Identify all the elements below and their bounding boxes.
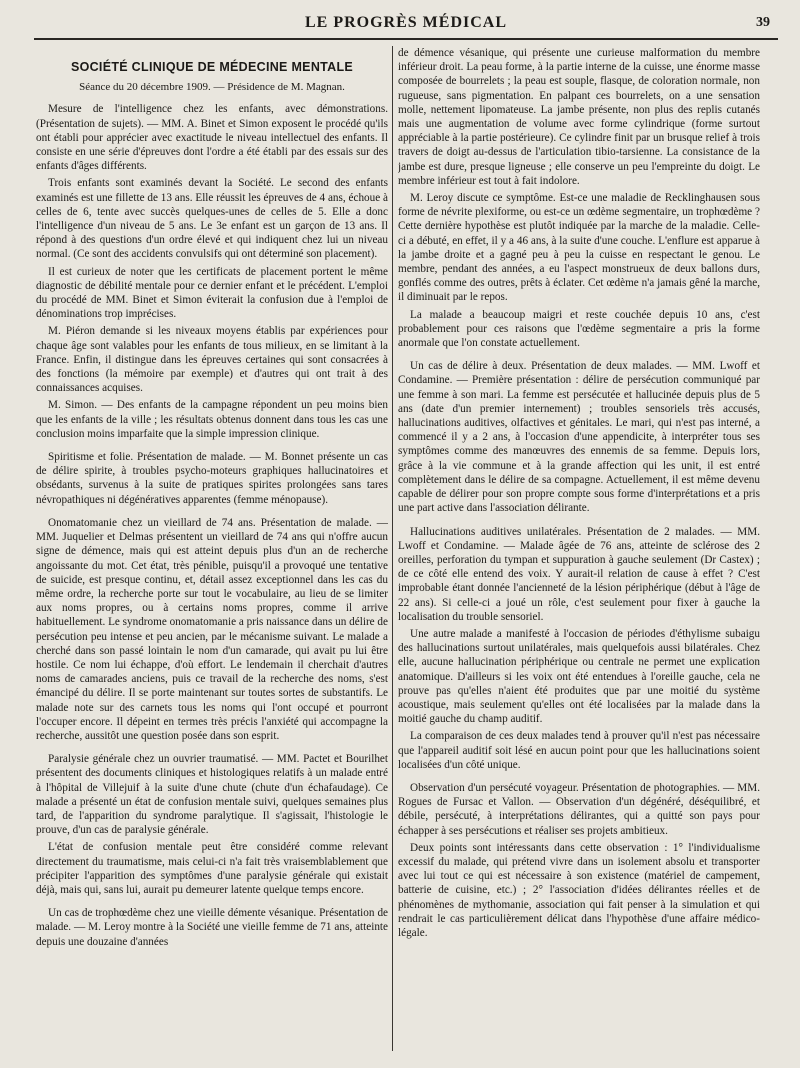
paragraph: Onomatomanie chez un vieillard de 74 ans. Présentation de malade. — MM. Juquelier et Delmas présentent un vieillard de 74 ans qui n'offre aucun signe de démence, mais qui est atteint depuis plus d'un an de recherche angoissante du mot. Cet état, très pénible, puisqu'il a provoqué une tentative de suicide, est presque continu, et, détail assez exceptionnel dans les cas du même ordre, la recherche porte sur tout le vocabulaire, au lieu de se limiter aux noms propres, ou à certains noms propres, comme il arrive habituellement. Le syndrome onomatomanie a pris naissance dans un délire de persécution peu intense et peu ancien, par le mécanisme suivant. Le malade a cherché dans son passé lointain le nom d'un camarade, qui avait pu lui être hostile. Ce nom lui échappe, d'où effort. Le lendemain il cherchait d'autres noms de camarades anciens, puis ce travail de la recherche des noms, s'est émancipé du délire. Il se porte maintenant sur toutes sortes de substantifs. Le malade note sur des carnets tous les noms qui l'ont occupé et pourront l'occuper encore. Il dépeint en termes très précis l'anxiété qui accompagne la recherche, aussitôt une question posée dans son esprit.	[36, 516, 388, 742]
paragraph: M. Simon. — Des enfants de la campagne répondent un peu moins bien que les enfants de la ville ; les résultats obtenus donnent dans tous les cas une conclusion moins imparfaite que la simple impression clinique.	[36, 399, 388, 440]
paragraph: Paralysie générale chez un ouvrier traumatisé. — MM. Pactet et Bourilhet présentent des documents cliniques et histologiques relatifs à un malade entré à l'hôpital de Villejuif à la suite d'une chute (chute d'un échafaudage). Ce malade a présenté un état de confusion mentale suivi, quelques semaines plus tard, de l'apparition du syndrome paralytique. Il s'agissait, l'histologie le prouve, d'un cas de paralysie générale.	[36, 753, 388, 837]
paragraph: La malade a beaucoup maigri et reste couchée depuis 10 ans, c'est probablement pour ces raisons que l'œdème segmentaire a pris la forme anormale que l'on constate actuellement.	[398, 308, 760, 350]
header-rule	[34, 38, 778, 40]
column-divider	[392, 46, 393, 1051]
running-head	[34, 14, 778, 36]
page-number: 39	[756, 15, 770, 30]
paragraph: Un cas de délire à deux. Présentation de deux malades. — MM. Lwoff et Condamine. — Première présentation : délire de persécution communiqué par une femme à son mari. La femme est persécutée et hallucinée depuis plus de 5 ans (date d'un premier internement) ; troubles sensoriels très accusés, hallucinations auditives, olfactives et génitales. Le mari, qui n'est pas interné, a commencé il y a 2 ans, à l'occasion d'une appendicite, à interpréter tous ses symptômes comme des manœuvres des ennemis de sa femme. Depuis lors, grâce à la vie commune et à la grande affection qui les unit, il est entré complètement dans le délire de sa compagne. Actuellement, il est même devenu capable de délirer pour son propre compte sous forme d'interprétations et a pris une part active dans l'association délirante.	[398, 360, 760, 515]
section-title: SOCIÉTÉ CLINIQUE DE MÉDECINE MENTALE	[70, 60, 354, 74]
paragraph: Spiritisme et folie. Présentation de malade. — M. Bonnet présente un cas de délire spirite, à troubles psycho-moteurs graphiques hallucinatoires et obsédants, survenus à la suite de pratiques spirites prolongées sans tares névropathiques ni dégénératives apparentes (femme ménopause).	[36, 451, 388, 506]
paragraph: Un cas de trophœdème chez une vieille démente vésanique. Présentation de malade. — M. Leroy montre à la Société une vieille femme de 71 ans, atteinte depuis une douzaine d'années	[36, 907, 388, 948]
journal-title: LE PROGRÈS MÉDICAL	[304, 14, 508, 31]
paragraph: M. Piéron demande si les niveaux moyens établis par expériences pour chaque âge sont valables pour les enfants de tous milieux, en se limitant à la France. Enfin, il distingue dans les épreuves certaines qui sont consacrées à des fonctions (la mémoire par exemple) et d'autres qui ont trait à des connaissances acquises.	[36, 325, 388, 395]
paragraph: Une autre malade a manifesté à l'occasion de périodes d'éthylisme subaigu des hallucinations surtout unilatérales, mais quelquefois aussi bilatérales. Chez elle, aucune hallucination périphérique ou centrale ne permet une explication anatomique. D'ailleurs si les voix ont été entendues à l'oreille gauche, cela ne prouve pas qu'elles n'aient été produites que par une moitié du système acoustique, mais seulement qu'elles ont été localisées par la malade dans la moitié gauche du champ auditif.	[398, 627, 760, 726]
left-column	[36, 46, 388, 1058]
paragraph: La comparaison de ces deux malades tend à prouver qu'il n'est pas nécessaire que l'appareil auditif soit lésé en aucun point pour que les hallucinations soient localisées d'un côté unique.	[398, 730, 760, 771]
paragraph: Observation d'un persécuté voyageur. Présentation de photographies. — MM. Rogues de Fursac et Vallon. — Observation d'un dégénéré, déséquilibré, et débile, persécuté, à interprétations délirantes, qui a quitté son pays pour échapper à ses persécutions et réaliser ses projets ambitieux.	[398, 781, 760, 837]
paragraph: Trois enfants sont examinés devant la Société. Le second des enfants examinés est une fillette de 13 ans. Elle réussit les épreuves de 4 ans, échoue à celles de 6, tente avec succès quelques-unes de celles de 5. Elle a donc l'intelligence d'un niveau de 5 ans. Le 3e enfant est un garçon de 13 ans. Il répond à des questions d'un ordre élevé et qui indiquent chez lui un niveau normal. (Ce sont des accidents convulsifs qui ont déterminé son placement).	[36, 177, 388, 261]
paragraph: de démence vésanique, qui présente une curieuse malformation du membre inférieur droit. La peau forme, à la partie interne de la cuisse, une énorme masse composée de bourrelets ; la peau est souple, flasque, de coloration normale, non rugueuse, sans pigmentation. En palpant ces bourrelets, on a une sensation molle, nettement lipomateuse. La jambe présente, non plus des replis cutanés mais une augmentation de volume avec forme cylindrique (forme surtout appréciable à la partie postérieure). Ce cylindre finit par un brusque relief à trois travers de doigt au-dessus de l'articulation tibio-tarsienne. La consistance de la jambe est dure, presque ligneuse ; elle conserve un peu l'empreinte du doigt. Le membre inférieur est tout à fait indolore.	[398, 47, 760, 187]
paragraph: Deux points sont intéressants dans cette observation : 1° l'individualisme excessif du malade, qui prétend vivre dans un isolement absolu et transporter avec lui tout ce qui est nécessaire à son existence (matériel de campement, batterie de cuisine, etc.) ; 2° l'association d'idées délirantes réelles et de phénomènes de mythomanie, association qui fait penser à la simulation et qui rendrait le cas particulièrement délicat dans l'hypothèse d'une affaire médico-légale.	[398, 841, 760, 939]
paragraph: Il est curieux de noter que les certificats de placement portent le même diagnostic de débilité mentale pour ce dernier enfant et le précédent. L'emploi du procédé de MM. Binet et Simon éviterait la confusion due à l'emploi de dénominations trop imprécises.	[36, 265, 388, 321]
right-column	[398, 46, 760, 1058]
paragraph: M. Leroy discute ce symptôme. Est-ce une maladie de Recklinghausen sous forme de névrite plexiforme, ou est-ce un œdème segmentaire, un trophœdème ? Cette dernière hypothèse est plutôt indiquée par la marche de la maladie. Celle-ci a débuté, en effet, il y a 46 ans, à la suite d'une couche. L'enflure est apparue à la jambe droite et a gagné peu à peu la cuisse en respectant le genou. Le membre, pendant des années, a eu l'aspect monstrueux de deux ballons durs, gonflés comme des outres, prêts à éclater. Cet œdème n'a jamais gêné la marche, il diminuait par le repos.	[398, 192, 760, 304]
session-line: Séance du 20 décembre 1909. — Présidence de M. Magnan.	[79, 81, 345, 94]
paragraph: L'état de confusion mentale peut être considéré comme relevant directement du traumatisme, mais celui-ci n'a fait très vraisemblablement que précipiter l'apparition des symptômes d'une paralysie générale qui existait déjà, mais qui, sans lui, aurait pu demeurer latente quelque temps encore.	[36, 841, 388, 896]
paragraph: Mesure de l'intelligence chez les enfants, avec démonstrations. (Présentation de sujets). — MM. A. Binet et Simon exposent le procédé qu'ils ont établi pour apprécier avec exactitude le niveau intellectuel des enfants. Il consiste en une série d'épreuves dont l'ordre a été établi par des essais sur des enfants d'âges différents.	[36, 103, 388, 173]
paragraph: Hallucinations auditives unilatérales. Présentation de 2 malades. — MM. Lwoff et Condamine. — Malade âgée de 76 ans, atteinte de sclérose des 2 oreilles, perforation du tympan et suppuration à gauche seulement (Dr Castex) ; de ce côté elle entend des voix. Y aurait-il relation de cause à effet ? C'est improbable étant donnée l'ancienneté de la lésion périphérique (début à l'âge de 22 ans). Si celle-ci a joué un rôle, c'est seulement pour fixer à gauche la localisation du trouble sensoriel.	[398, 525, 760, 623]
